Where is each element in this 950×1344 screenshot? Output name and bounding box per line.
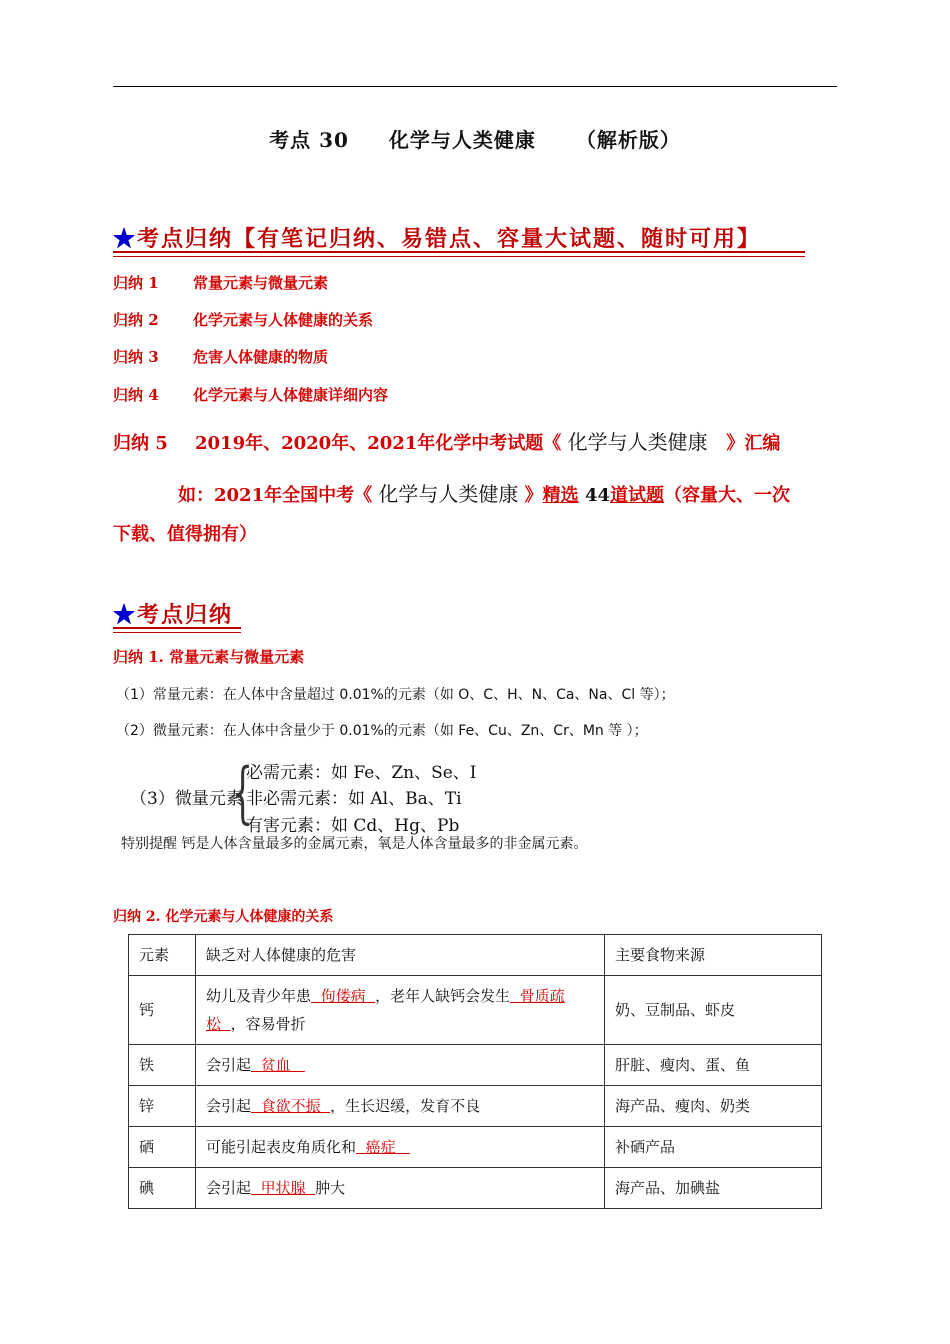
health-table xyxy=(128,934,822,1209)
effect-cell: 会引起 贫血 xyxy=(196,1045,605,1086)
food-cell: 奶、豆制品、虾皮 xyxy=(605,976,822,1045)
brace-item: 有害元素：如 Cd、Hg、Pb xyxy=(246,816,460,836)
promo-link-questions[interactable]: 道试题 xyxy=(610,485,665,506)
food-cell: 补硒产品 xyxy=(605,1127,822,1168)
section-2-title: 归纳 2. 化学元素与人体健康的关系 xyxy=(113,909,334,925)
toc-item-3[interactable]: 归纳 3 危害人体健康的物质 xyxy=(113,348,329,366)
element-cell: 钙 xyxy=(129,976,196,1045)
table-row xyxy=(129,1168,822,1209)
effect-cell: 可能引起表皮角质化和 癌症 xyxy=(196,1127,605,1168)
promo-line-2: 下载、值得拥有） xyxy=(113,524,257,545)
banner2-underline-2 xyxy=(113,632,241,633)
food-cell: 海产品、加碘盐 xyxy=(605,1168,822,1209)
banner-underline xyxy=(113,251,805,253)
toc-item-2[interactable]: 归纳 2 化学元素与人体健康的关系 xyxy=(113,311,374,329)
table-row xyxy=(129,976,822,1045)
banner-summary-2: ★考点归纳 xyxy=(113,602,234,628)
special-reminder: 特别提醒 钙是人体含量最多的金属元素，氧是人体含量最多的非金属元素。 xyxy=(121,836,588,852)
element-cell: 铁 xyxy=(129,1045,196,1086)
text-line-1: （1）常量元素：在人体中含量超过 0.01%的元素（如 O、C、H、N、Ca、Na、Cl 等）； xyxy=(116,687,675,703)
promo-line: 如：2021年全国中考《 化学与人类健康 》精选 44道试题（容量大、一次 xyxy=(178,482,791,506)
food-cell: 海产品、瘦肉、奶类 xyxy=(605,1086,822,1127)
page-title: 考点 30 化学与人类健康 （解析版） xyxy=(269,128,681,152)
table-row xyxy=(129,1045,822,1086)
table-header: 主要食物来源 xyxy=(605,935,822,976)
table-header-row xyxy=(129,935,822,976)
table-row xyxy=(129,1127,822,1168)
table-header: 元素 xyxy=(129,935,196,976)
star-icon: ★ xyxy=(113,602,138,628)
toc-item-1[interactable]: 归纳 1 常量元素与微量元素 xyxy=(113,274,329,292)
effect-cell: 会引起 甲状腺 肿大 xyxy=(196,1168,605,1209)
element-cell: 碘 xyxy=(129,1168,196,1209)
toc-item-5[interactable]: 归纳 5 2019年、2020年、2021年化学中考试题《 化学与人类健康 》汇编 xyxy=(113,430,781,454)
banner2-underline xyxy=(113,627,241,629)
text-line-2: （2）微量元素：在人体中含量少于 0.01%的元素（如 Fe、Cu、Zn、Cr、Mn 等 ）； xyxy=(116,723,648,739)
effect-cell: 幼儿及青少年患 佝偻病 ，老年人缺钙会发生 骨质疏松 ，容易骨折 xyxy=(196,976,605,1045)
brace-item: 必需元素：如 Fe、Zn、Se、I xyxy=(246,763,477,783)
brace-label: （3）微量元素 xyxy=(130,789,243,809)
toc-item-4[interactable]: 归纳 4 化学元素与人体健康详细内容 xyxy=(113,386,389,404)
banner-summary: ★考点归纳【有笔记归纳、易错点、容量大试题、随时可用】 xyxy=(113,226,762,252)
element-cell: 硒 xyxy=(129,1127,196,1168)
star-icon: ★ xyxy=(113,226,138,252)
brace-item: 非必需元素：如 Al、Ba、Ti xyxy=(246,789,462,809)
effect-cell: 会引起 食欲不振 ，生长迟缓，发育不良 xyxy=(196,1086,605,1127)
banner-underline-2 xyxy=(113,256,805,257)
brace-icon: { xyxy=(232,754,253,831)
food-cell: 肝脏、瘦肉、蛋、鱼 xyxy=(605,1045,822,1086)
promo-link-select[interactable]: 精选 xyxy=(542,485,579,506)
element-cell: 锌 xyxy=(129,1086,196,1127)
table-row xyxy=(129,1086,822,1127)
header-rule xyxy=(113,86,837,87)
table-header: 缺乏对人体健康的危害 xyxy=(196,935,605,976)
section-1-title: 归纳 1. 常量元素与微量元素 xyxy=(113,648,305,666)
